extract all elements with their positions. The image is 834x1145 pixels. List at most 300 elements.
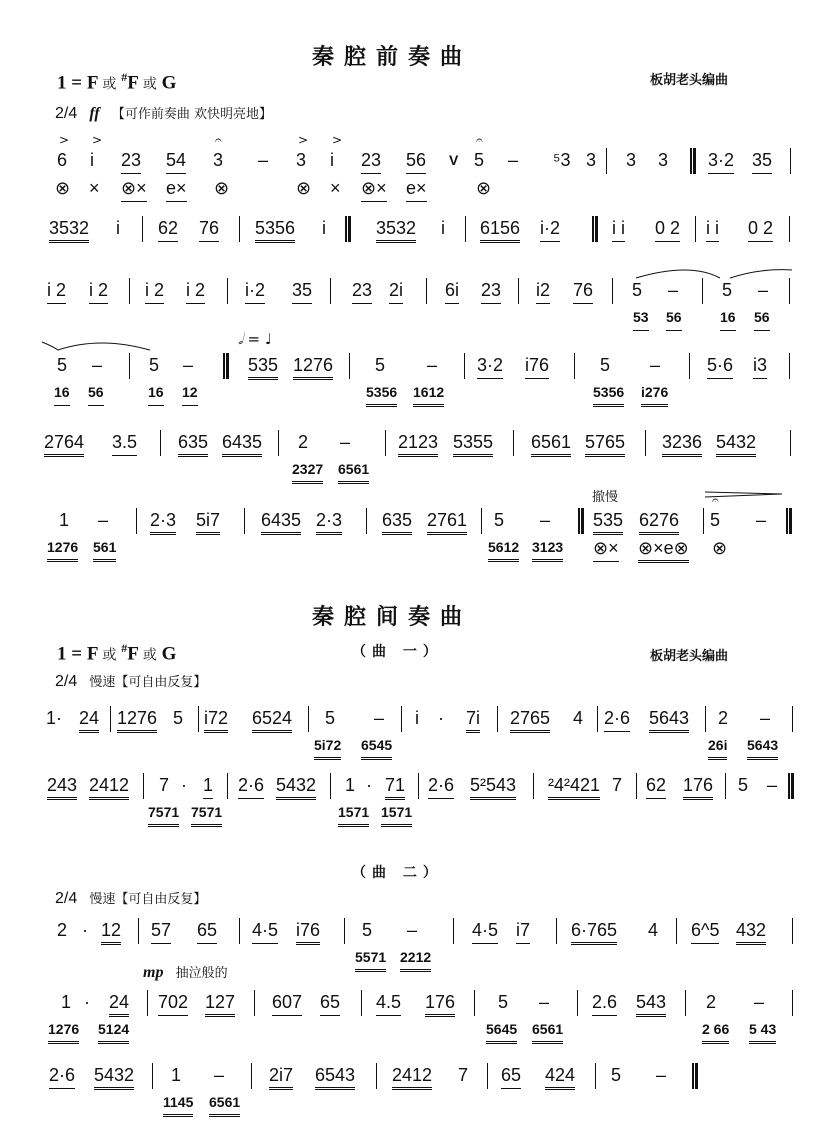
accompaniment-notes: 5124 xyxy=(98,1019,129,1044)
note-group: – xyxy=(754,992,765,1012)
note-group: 243 xyxy=(47,775,77,800)
note-group: 3532 xyxy=(49,218,89,243)
barline xyxy=(227,773,228,799)
key-or: 或 xyxy=(142,76,157,93)
accent-icon: > xyxy=(92,133,103,147)
note-group: – xyxy=(540,510,551,530)
barline xyxy=(612,278,613,304)
note-group: 1 xyxy=(203,775,213,799)
dynamic-marking: mp xyxy=(143,964,164,981)
barline xyxy=(702,278,703,304)
note-group: 65 xyxy=(197,920,217,944)
barline xyxy=(330,773,331,799)
accompaniment-notes: 5571 xyxy=(355,947,386,972)
percussion-pattern: ⊗× xyxy=(121,178,147,202)
performance-instruction: 【可作前奏曲 欢快明亮地】 xyxy=(111,107,273,122)
key-prefix: 1 = F xyxy=(57,643,98,665)
key-or: 或 xyxy=(102,647,117,664)
note-group: 127 xyxy=(205,992,235,1017)
note-group: i·2 xyxy=(245,280,265,304)
accompaniment-notes: 16 xyxy=(54,382,70,406)
double-barline xyxy=(692,1063,698,1089)
note-group: – xyxy=(756,510,767,530)
note-group: 2412 xyxy=(392,1065,432,1090)
double-barline xyxy=(690,148,696,174)
note-group: i xyxy=(116,218,120,238)
note-group: 176 xyxy=(425,992,455,1017)
accompaniment-notes: 2327 xyxy=(292,459,323,484)
accompaniment-notes: 5645 xyxy=(486,1019,517,1044)
barline xyxy=(703,508,704,534)
note-group: 76 xyxy=(199,218,219,242)
percussion-pattern: ⊗ xyxy=(214,178,230,198)
barline xyxy=(239,216,240,242)
barline xyxy=(533,773,534,799)
note-group: 5 xyxy=(375,355,386,375)
note-group: 2·6 xyxy=(428,775,454,799)
note-group: 635 xyxy=(382,510,412,535)
barline xyxy=(142,216,143,242)
accompaniment-notes: 5i72 xyxy=(314,735,341,760)
note-group: 432 xyxy=(736,920,766,945)
note-group: 65 xyxy=(320,992,340,1016)
prelude-arranger: 板胡老头编曲 xyxy=(650,73,729,88)
note-group: 5 xyxy=(600,355,611,375)
note-group: i xyxy=(322,218,326,238)
note-group: 5 xyxy=(722,280,733,300)
note-group: 3 xyxy=(586,150,597,170)
barline xyxy=(251,1063,252,1089)
note-group: 1 xyxy=(345,775,356,795)
key-g: G xyxy=(161,643,177,665)
barline xyxy=(160,430,161,456)
barline xyxy=(344,918,345,944)
note-group: 3532 xyxy=(376,218,416,243)
note-group: i 2 xyxy=(186,280,205,304)
barline xyxy=(401,706,402,732)
note-group: – xyxy=(650,355,661,375)
key-or: 或 xyxy=(142,647,157,664)
accompaniment-notes: 5 43 xyxy=(749,1019,776,1044)
barline xyxy=(790,430,791,456)
note-group: 635 xyxy=(178,432,208,457)
double-barline xyxy=(578,508,584,534)
note-group: 3 xyxy=(626,150,637,170)
note-group: i2 xyxy=(536,280,550,304)
accent-icon: > xyxy=(332,133,343,147)
note-group: 5765 xyxy=(585,432,625,457)
interlude-key-signature xyxy=(57,641,176,665)
performance-instruction: 慢速【可自由反复】 xyxy=(89,675,207,690)
note-group: 6435 xyxy=(261,510,301,535)
barline xyxy=(227,278,228,304)
double-barline xyxy=(223,353,229,379)
note-group: – xyxy=(758,280,769,300)
note-group: i xyxy=(415,708,419,728)
accompaniment-notes: 56 xyxy=(754,307,770,331)
percussion-pattern: ⊗ xyxy=(712,538,728,558)
barline xyxy=(606,148,607,174)
accompaniment-notes: 7571 xyxy=(191,802,222,827)
accompaniment-notes: 6561 xyxy=(338,459,369,484)
note-group: 6^5 xyxy=(691,920,719,944)
note-group: · xyxy=(84,992,90,1012)
barline xyxy=(138,918,139,944)
accompaniment-notes: 56 xyxy=(88,382,104,406)
note-group: 5 xyxy=(494,510,505,530)
note-group: 65 xyxy=(501,1065,521,1089)
barline xyxy=(453,918,454,944)
note-group: – xyxy=(656,1065,667,1085)
note-group: – xyxy=(183,355,194,375)
accent-icon: > xyxy=(59,133,70,147)
note-group: i xyxy=(90,150,94,170)
barline xyxy=(129,278,130,304)
key-prefix: 1 = F xyxy=(57,72,98,94)
barline xyxy=(349,353,350,379)
note-group: 23 xyxy=(121,150,141,174)
barline xyxy=(574,353,575,379)
accompaniment-notes: 6561 xyxy=(209,1092,240,1117)
fermata-icon: 𝄐 xyxy=(712,493,719,507)
note-group: 6524 xyxy=(252,708,292,733)
dynamic-marking: ff xyxy=(89,105,100,122)
note-group: · xyxy=(366,775,372,795)
note-group: i i xyxy=(706,218,719,242)
note-group: 3 xyxy=(213,150,224,170)
percussion-pattern: ⊗×e⊗ xyxy=(638,538,689,563)
accompaniment-notes: 2 66 xyxy=(702,1019,729,1044)
barline xyxy=(497,706,498,732)
accompaniment-notes: i276 xyxy=(641,382,668,407)
note-group: 6561 xyxy=(531,432,571,457)
barline xyxy=(366,508,367,534)
note-group: 5643 xyxy=(649,708,689,733)
note-group: 5 xyxy=(498,992,509,1012)
note-group: 1276 xyxy=(117,708,157,733)
note-group: 23 xyxy=(352,280,372,304)
barline xyxy=(689,353,690,379)
note-group: 24 xyxy=(79,708,99,733)
barline xyxy=(385,430,386,456)
note-group: 2123 xyxy=(398,432,438,457)
note-group: i 2 xyxy=(145,280,164,304)
accompaniment-notes: 5612 xyxy=(488,537,519,562)
accompaniment-notes: 1571 xyxy=(338,802,369,827)
barline xyxy=(636,773,637,799)
note-group: 6 xyxy=(57,150,68,170)
barline xyxy=(464,353,465,379)
note-group: 543 xyxy=(636,992,666,1017)
barline xyxy=(518,278,519,304)
accent-icon: > xyxy=(298,133,309,147)
note-group: i xyxy=(441,218,445,238)
note-group: 5 xyxy=(173,708,184,728)
note-group: 2412 xyxy=(89,775,129,800)
barline xyxy=(239,918,240,944)
barline xyxy=(143,773,144,799)
note-group: – xyxy=(214,1065,225,1085)
accompaniment-notes: 56 xyxy=(666,307,682,331)
note-group: – xyxy=(668,280,679,300)
note-group: 5i7 xyxy=(196,510,220,535)
note-group: 12 xyxy=(101,920,121,945)
percussion-pattern: ⊗ xyxy=(55,178,71,198)
accompaniment-notes: 16 xyxy=(720,307,736,331)
note-group: · xyxy=(438,708,444,728)
note-group: 5²543 xyxy=(470,775,516,800)
barline xyxy=(129,353,130,379)
double-barline xyxy=(345,216,351,242)
barline xyxy=(790,148,791,174)
note-group: 5432 xyxy=(276,775,316,800)
ritardando-mark: 撤慢 xyxy=(592,490,619,505)
note-group: 6435 xyxy=(222,432,262,457)
barline xyxy=(254,990,255,1016)
accompaniment-notes: 6561 xyxy=(532,1019,563,1044)
note-group: 71 xyxy=(385,775,405,800)
note-group: 24 xyxy=(109,992,129,1017)
note-group: – xyxy=(767,775,778,795)
barline xyxy=(725,773,726,799)
note-group: i3 xyxy=(753,355,767,379)
note-group: 35 xyxy=(752,150,772,174)
note-group: 4·5 xyxy=(252,920,278,944)
note-group: 5 xyxy=(474,150,485,170)
fermata-icon: 𝄐 xyxy=(215,133,222,147)
note-group: 1· xyxy=(46,708,63,728)
accompaniment-notes: 26i xyxy=(708,735,727,760)
barline xyxy=(676,918,677,944)
barline xyxy=(695,216,696,242)
note-group: 7 xyxy=(612,775,623,795)
interlude-title: 秦腔间奏曲 xyxy=(312,604,473,630)
key-f-sharp: F xyxy=(127,72,139,94)
note-group: i76 xyxy=(525,355,549,379)
barline xyxy=(474,990,475,1016)
note-group: – xyxy=(427,355,438,375)
piece2-meta xyxy=(55,888,206,908)
barline xyxy=(789,278,790,304)
piece1-label: （曲 一） xyxy=(352,644,443,660)
note-group: 2765 xyxy=(510,708,550,733)
note-group: 5 xyxy=(362,920,373,940)
barline xyxy=(685,990,686,1016)
note-group: 5432 xyxy=(94,1065,134,1090)
note-group: – xyxy=(760,708,771,728)
note-group: i7 xyxy=(516,920,530,944)
note-group: 2761 xyxy=(427,510,467,535)
percussion-pattern: × xyxy=(330,178,341,198)
note-group: i 2 xyxy=(89,280,108,304)
barline xyxy=(376,1063,377,1089)
note-group: 4 xyxy=(573,708,584,728)
note-group: 3 xyxy=(658,150,669,170)
double-barline xyxy=(592,216,598,242)
time-signature: 2/4 xyxy=(55,105,78,122)
note-group: 2 xyxy=(57,920,68,940)
note-group: – xyxy=(508,150,519,170)
barline xyxy=(789,216,790,242)
percussion-pattern: e× xyxy=(166,178,187,202)
note-group: 35 xyxy=(292,280,312,304)
note-group: i·2 xyxy=(540,218,560,242)
double-barline xyxy=(788,773,794,799)
barline xyxy=(645,430,646,456)
note-group: 4.5 xyxy=(376,992,401,1016)
note-group: · xyxy=(181,775,187,795)
note-group: 3.5 xyxy=(112,432,137,456)
note-group: 23 xyxy=(481,280,501,304)
note-group: 702 xyxy=(158,992,188,1016)
accompaniment-notes: 53 xyxy=(633,307,649,331)
note-group: 176 xyxy=(683,775,713,800)
note-group: 5356 xyxy=(255,218,295,243)
barline xyxy=(330,278,331,304)
percussion-pattern: ⊗ xyxy=(296,178,312,198)
note-group: – xyxy=(92,355,103,375)
barline xyxy=(361,990,362,1016)
percussion-pattern: e× xyxy=(406,178,427,202)
barline xyxy=(198,706,199,732)
note-group: – xyxy=(258,150,269,170)
fermata-icon: 𝄐 xyxy=(476,133,483,147)
sharp-icon: # xyxy=(121,641,128,655)
accompaniment-notes: 1276 xyxy=(47,537,78,562)
barline xyxy=(789,353,790,379)
barline xyxy=(481,508,482,534)
note-group: 0 2 xyxy=(748,218,773,242)
expression-text: 抽泣般的 xyxy=(175,966,228,981)
note-group: 5·6 xyxy=(707,355,733,379)
note-group: 2i xyxy=(389,280,403,304)
barline xyxy=(465,216,466,242)
note-group: 535 xyxy=(248,355,278,380)
barline xyxy=(418,773,419,799)
note-group: 6276 xyxy=(639,510,679,535)
note-group: 5 xyxy=(738,775,749,795)
note-group: 7 xyxy=(159,775,170,795)
note-group: 2·6 xyxy=(238,775,264,799)
note-group: 3·2 xyxy=(477,355,503,379)
note-group: 2.6 xyxy=(592,992,617,1016)
note-group: – xyxy=(374,708,385,728)
note-group: 2·6 xyxy=(604,708,630,732)
barline xyxy=(577,990,578,1016)
note-group: 6·765 xyxy=(571,920,617,945)
note-group: 2·3 xyxy=(150,510,176,535)
barline xyxy=(110,706,111,732)
interlude-arranger: 板胡老头编曲 xyxy=(650,649,729,664)
note-group: 1 xyxy=(171,1065,182,1085)
note-group: 5 xyxy=(325,708,336,728)
barline xyxy=(513,430,514,456)
key-or: 或 xyxy=(102,76,117,93)
key-f-sharp: F xyxy=(127,643,139,665)
percussion-pattern: × xyxy=(89,178,100,198)
barline xyxy=(705,706,706,732)
time-signature: 2/4 xyxy=(55,890,78,907)
note-group: 1 xyxy=(59,510,70,530)
note-group: i i xyxy=(612,218,625,242)
note-group: 1276 xyxy=(293,355,333,380)
piece2-label: （曲 二） xyxy=(352,865,443,881)
note-group: 2·3 xyxy=(316,510,342,535)
note-group: 6156 xyxy=(480,218,520,243)
note-group: 5 xyxy=(149,355,160,375)
note-group: – xyxy=(98,510,109,530)
piece1-meta xyxy=(55,671,206,691)
percussion-pattern: ⊗ xyxy=(476,178,492,198)
accompaniment-notes: 3123 xyxy=(532,537,563,562)
note-group: ⁵3 xyxy=(553,150,571,170)
note-group: – xyxy=(539,992,550,1012)
barline xyxy=(426,278,427,304)
barline xyxy=(792,990,793,1016)
accompaniment-notes: 1612 xyxy=(413,382,444,407)
note-group: 5 xyxy=(57,355,68,375)
note-group: 4 xyxy=(648,920,659,940)
percussion-pattern: ⊗× xyxy=(361,178,387,202)
note-group: 57 xyxy=(151,920,171,944)
barline xyxy=(597,706,598,732)
accompaniment-notes: 5356 xyxy=(366,382,397,407)
accompaniment-notes: 2212 xyxy=(400,947,431,972)
note-group: – xyxy=(407,920,418,940)
note-group: 2·6 xyxy=(49,1065,75,1089)
note-group: 6543 xyxy=(315,1065,355,1090)
percussion-pattern: ⊗× xyxy=(593,538,619,562)
accompaniment-notes: 6545 xyxy=(361,735,392,760)
accompaniment-notes: 16 xyxy=(148,382,164,406)
time-signature: 2/4 xyxy=(55,673,78,690)
barline xyxy=(595,1063,596,1089)
accompaniment-notes: 1145 xyxy=(163,1092,193,1117)
piece2-expression xyxy=(143,962,228,982)
note-group: V xyxy=(449,152,459,168)
barline xyxy=(136,508,137,534)
barline xyxy=(152,1063,153,1089)
performance-instruction: 慢速【可自由反复】 xyxy=(89,892,207,907)
double-barline xyxy=(786,508,792,534)
note-group: 62 xyxy=(646,775,666,799)
barline xyxy=(308,706,309,732)
accompaniment-notes: 12 xyxy=(182,382,198,406)
accompaniment-notes: 7571 xyxy=(148,802,179,827)
note-group: 54 xyxy=(166,150,186,174)
note-group: i72 xyxy=(204,708,228,733)
note-group: 7i xyxy=(466,708,480,733)
note-group: 23 xyxy=(361,150,381,174)
note-group: 4·5 xyxy=(472,920,498,944)
note-group: 2 xyxy=(706,992,717,1012)
accompaniment-notes: 1571 xyxy=(381,802,412,827)
note-group: 5 xyxy=(611,1065,622,1085)
note-group: i 2 xyxy=(47,280,66,304)
barline xyxy=(147,990,148,1016)
note-group: i76 xyxy=(296,920,320,945)
note-group: · xyxy=(82,920,88,940)
sharp-icon: # xyxy=(121,70,128,84)
note-group: 5432 xyxy=(716,432,756,457)
barline xyxy=(792,918,793,944)
accompaniment-notes: 5643 xyxy=(747,735,778,760)
note-group: 535 xyxy=(593,510,623,535)
note-group: 3 xyxy=(296,150,307,170)
note-group: i xyxy=(330,150,334,170)
note-group: ²4²421 xyxy=(548,775,600,800)
note-group: 2i7 xyxy=(269,1065,293,1090)
